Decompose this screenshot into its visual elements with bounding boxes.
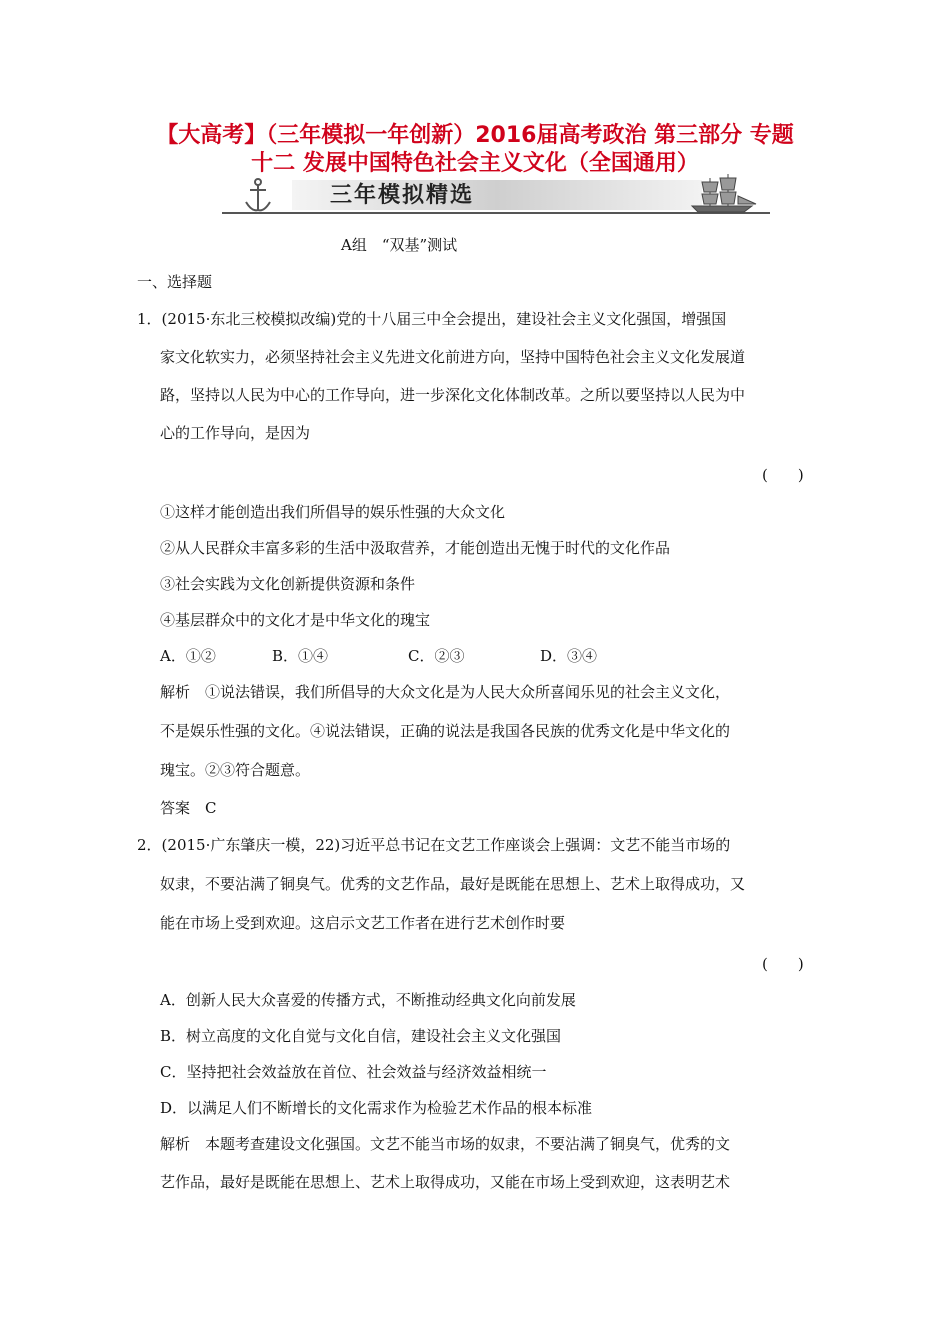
q1-statement: ④基层群众中的文化才是中华文化的瑰宝 <box>160 611 431 629</box>
q1-choice-d: D．③④ <box>540 647 598 665</box>
q2-analysis-line: 艺作品，最好是既能在思想上、艺术上取得成功，又能在市场上受到欢迎，这表明艺术 <box>160 1173 731 1191</box>
q1-statement: ③社会实践为文化创新提供资源和条件 <box>160 575 416 593</box>
q1-analysis-line: 解析 ①说法错误，我们所倡导的大众文化是为人民大众所喜闻乐见的社会主义文化， <box>160 683 731 701</box>
section-banner-graphic <box>222 172 770 218</box>
q2-analysis-line: 解析 本题考查建设文化强国。文艺不能当市场的奴隶，不要沾满了铜臭气，优秀的文 <box>160 1135 731 1153</box>
document-title-line-1: 【大高考】（三年模拟一年创新）2016届高考政治 第三部分 专题 <box>156 123 794 148</box>
anchor-icon <box>246 179 270 210</box>
q1-analysis-line: 不是娱乐性强的文化。④说法错误，正确的说法是我国各民族的优秀文化是中华文化的 <box>160 722 731 740</box>
q2-choice-b: B．树立高度的文化自觉与文化自信，建设社会主义文化强国 <box>160 1027 562 1045</box>
section-title: 一、选择题 <box>137 273 213 291</box>
q1-statement: ②从人民群众丰富多彩的生活中汲取营养，才能创造出无愧于时代的文化作品 <box>160 539 671 557</box>
q1-stem-line: 心的工作导向，是因为 <box>160 424 311 442</box>
q2-answer-bracket: ( ) <box>762 955 804 973</box>
q1-choice-a: A．①② <box>160 647 216 665</box>
q1-choice-c: C．②③ <box>408 647 465 665</box>
q1-stem-line: 路，坚持以人民为中心的工作导向，进一步深化文化体制改革。之所以要坚持以人民为中 <box>160 386 746 404</box>
q1-stem-line: 家文化软实力，必须坚持社会主义先进文化前进方向，坚持中国特色社会主义文化发展道 <box>160 348 746 366</box>
q2-stem-line: 奴隶，不要沾满了铜臭气。优秀的文艺作品，最好是既能在思想上、艺术上取得成功，又 <box>160 875 746 893</box>
document-title-line-2: 十二 发展中国特色社会主义文化（全国通用） <box>251 151 699 176</box>
q1-answer-bracket: ( ) <box>762 466 804 484</box>
q2-choice-c: C．坚持把社会效益放在首位、社会效益与经济效益相统一 <box>160 1063 547 1081</box>
q1-answer: 答案 C <box>160 799 217 817</box>
group-title: A组 “双基”测试 <box>341 236 458 254</box>
q2-choice-d: D．以满足人们不断增长的文化需求作为检验艺术作品的根本标准 <box>160 1099 593 1117</box>
banner-title: 三年模拟精选 <box>330 183 475 208</box>
q1-analysis-line: 瑰宝。②③符合题意。 <box>160 761 311 779</box>
q2-stem-line: 2．(2015·广东肇庆一模，22)习近平总书记在文艺工作座谈会上强调：文艺不能当市场的 <box>137 836 731 854</box>
q2-stem-line: 能在市场上受到欢迎。这启示文艺工作者在进行艺术创作时要 <box>160 914 566 932</box>
q1-choice-b: B．①④ <box>272 647 329 665</box>
q2-choice-a: A．创新人民大众喜爱的传播方式，不断推动经典文化向前发展 <box>160 991 576 1009</box>
q1-stem-line: 1．(2015·东北三校模拟改编)党的十八届三中全会提出，建设社会主义文化强国，增强国 <box>137 310 727 328</box>
q1-statement: ①这样才能创造出我们所倡导的娱乐性强的大众文化 <box>160 503 506 521</box>
